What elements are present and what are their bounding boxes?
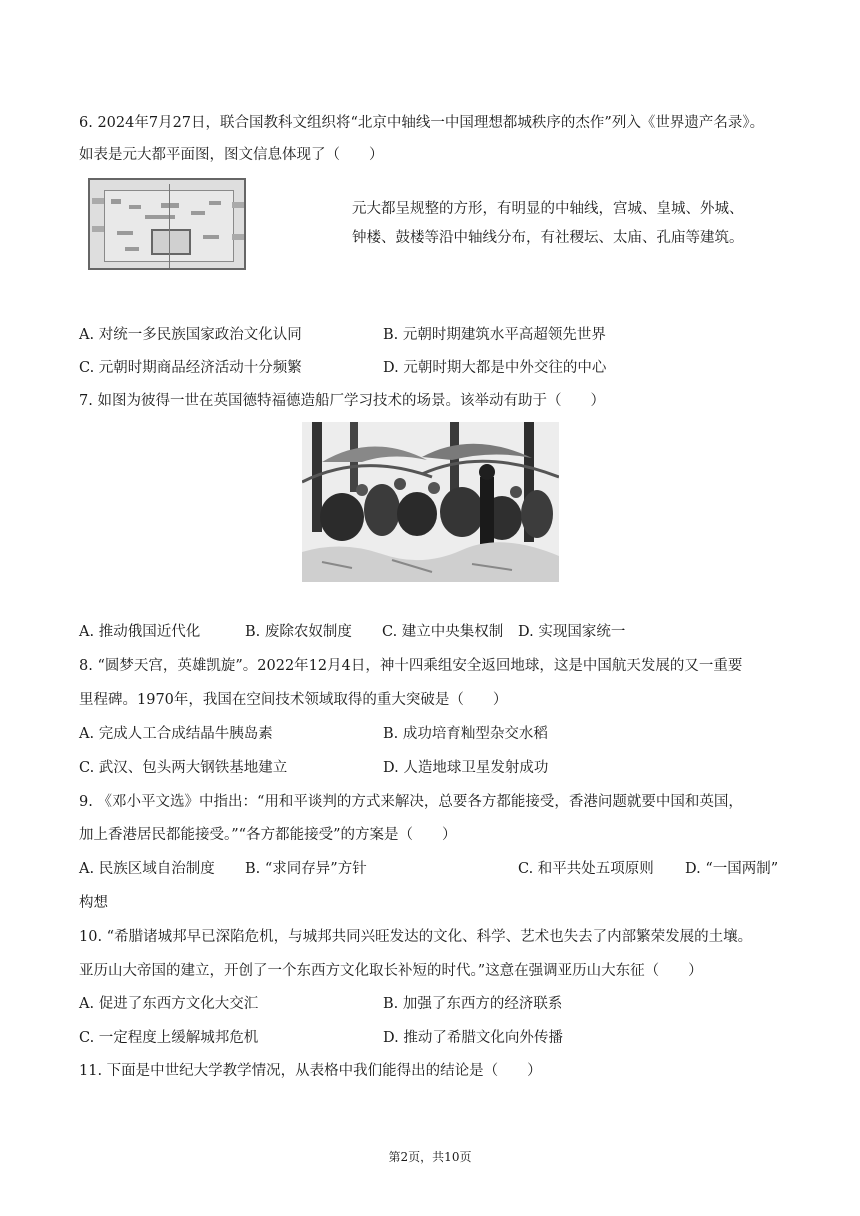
q9-option-b[interactable]: B. “求同存异”方针 bbox=[245, 861, 367, 877]
q10-option-a[interactable]: A. 促进了东西方文化大交汇 bbox=[79, 996, 259, 1012]
q10-option-d[interactable]: D. 推动了希腊文化向外传播 bbox=[383, 1030, 563, 1046]
q8-stem-line1: 8. “圆梦天宫，英雄凯旋”。2022年12月4日，神十四乘组安全返回地球，这是中国航天发展的又一重要 bbox=[79, 658, 743, 674]
q9-stem-line2: 加上香港居民都能接受。”“各方都能接受”的方案是（ ） bbox=[79, 827, 457, 843]
q6-option-c[interactable]: C. 元朝时期商品经济活动十分频繁 bbox=[79, 360, 302, 376]
q10-stem-line1: 10. “希腊诸城邦早已深陷危机，与城邦共同兴旺发达的文化、科学、艺术也失去了内部繁荣发展的土壤。 bbox=[79, 929, 753, 945]
q7-stem: 7. 如图为彼得一世在英国德特福德造船厂学习技术的场景。该举动有助于（ ） bbox=[79, 393, 605, 409]
q6-option-d[interactable]: D. 元朝时期大都是中外交往的中心 bbox=[383, 360, 607, 376]
q9-option-a[interactable]: A. 民族区域自治制度 bbox=[79, 861, 215, 877]
q8-option-d[interactable]: D. 人造地球卫星发射成功 bbox=[383, 760, 549, 776]
yuan-dadu-map-image bbox=[88, 178, 246, 270]
q9-option-d-wrap: 构想 bbox=[79, 895, 108, 911]
q6-map-description-line1: 元大都呈规整的方形，有明显的中轴线，宫城、皇城、外城、 bbox=[352, 201, 744, 217]
peter-shipyard-engraving-image bbox=[302, 422, 559, 582]
q6-option-a[interactable]: A. 对统一多民族国家政治文化认同 bbox=[79, 327, 302, 343]
q7-option-b[interactable]: B. 废除农奴制度 bbox=[245, 624, 352, 640]
q6-option-b[interactable]: B. 元朝时期建筑水平高超领先世界 bbox=[383, 327, 606, 343]
q6-stem-line2: 如表是元大都平面图，图文信息体现了（ ） bbox=[79, 147, 384, 163]
q7-option-c[interactable]: C. 建立中央集权制 bbox=[382, 624, 504, 640]
q6-map-description-line2: 钟楼、鼓楼等沿中轴线分布，有社稷坛、太庙、孔庙等建筑。 bbox=[352, 230, 744, 246]
q9-option-c[interactable]: C. 和平共处五项原则 bbox=[518, 861, 654, 877]
q9-stem-line1: 9. 《邓小平文选》中指出：“用和平谈判的方式来解决，总要各方都能接受，香港问题就要中国和英国， bbox=[79, 794, 743, 810]
q8-option-c[interactable]: C. 武汉、包头两大钢铁基地建立 bbox=[79, 760, 288, 776]
q10-option-b[interactable]: B. 加强了东西方的经济联系 bbox=[383, 996, 563, 1012]
q8-option-a[interactable]: A. 完成人工合成结晶牛胰岛素 bbox=[79, 726, 273, 742]
q8-stem-line2: 里程碑。1970年，我国在空间技术领域取得的重大突破是（ ） bbox=[79, 692, 508, 708]
q6-stem-line1: 6. 2024年7月27日，联合国教科文组织将“北京中轴线一中国理想都城秩序的杰作”列入《世界遗产名录》。 bbox=[79, 115, 765, 131]
page-footer: 第2页，共10页 bbox=[388, 1150, 472, 1164]
q8-option-b[interactable]: B. 成功培育籼型杂交水稻 bbox=[383, 726, 548, 742]
q7-option-a[interactable]: A. 推动俄国近代化 bbox=[79, 624, 201, 640]
q11-stem: 11. 下面是中世纪大学教学情况，从表格中我们能得出的结论是（ ） bbox=[79, 1063, 542, 1079]
q7-option-d[interactable]: D. 实现国家统一 bbox=[518, 624, 626, 640]
q10-option-c[interactable]: C. 一定程度上缓解城邦危机 bbox=[79, 1030, 259, 1046]
q9-option-d[interactable]: D. “一国两制” bbox=[685, 861, 779, 877]
q10-stem-line2: 亚历山大帝国的建立，开创了一个东西方文化取长补短的时代。”这意在强调亚历山大东征（ ） bbox=[79, 963, 703, 979]
